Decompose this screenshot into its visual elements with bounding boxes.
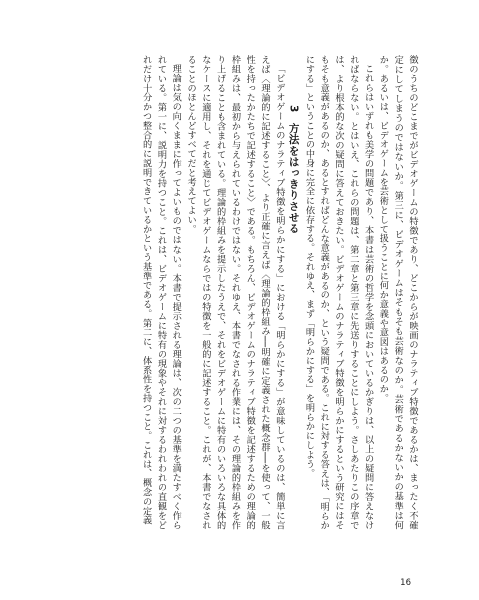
section-title: 方法をはっきりさせる xyxy=(287,122,300,234)
paragraph: 「ビデオゲームのナラティブ特徴を明らかにする」における「明らかにする」が意味しているのは、簡単に言えば〈理論的に記述すること〉、より正確に言えば〈理論的枠組み──明確に定義された概念群──を使って、一般性を持ったかたちで記述すること〉である。もちろん、ビデオゲームのナラティブ特徴を記述するための理論的枠組みは、最初から与えられているわけではない。それゆえ、本書でなされる作業には、その理論的枠組みを作り上げることも含まれている。理論的枠組みを提示したうえで、それをビデオゲームに特有のいろいろな具体的なケースに適用し、それを通じてビデオゲームならではの特徴を一般的に記述すること。これが、本書でなされることのほとんどすべてだと考えてよい。 xyxy=(185,55,285,530)
section-heading xyxy=(286,69,301,516)
section-number: 3 xyxy=(287,105,300,113)
vertical-text-body xyxy=(53,55,419,530)
paragraph: 理論は気の向くままに作ってよいものではない。本書で提示される理論は、次の二つの基準を満たすべく作られている。第一に、説明力を持つこと。これは、ビデオゲームに特有の現象やそれに対するわれわれの直観をどれだけ十分かつ整合的に説明できているかという基準である。第二に、体系性を持つこと。これは、概念の定義 xyxy=(140,55,182,530)
paragraph-continued: 徴のうちのどこまでがビデオゲームの特徴であり、どこからが映画のナラティブ特徴であるかは、まったく不確定にしてしまうのではないか。第三に、ビデオゲームはそもそも芸術なのか。芸術であるかないかの基準は何か。あるいは、ビデオゲームを芸術として扱うことに何か意義や意図はあるのか。 xyxy=(377,55,418,530)
page-number: 16 xyxy=(400,578,411,588)
paragraph: これらはいずれも美学の問題であり、本書は芸術の哲学を念頭においているかぎりは、以上の疑問に答えなければならない。とはいえ、これらの問題は、第二章と第三章に先送りすることにしよう。さしあたりこの序章では、より根本的な次の疑問に答えておきたい。ビデオゲームのナラティブ特徴を明らかにするという研究にはそもそも意義があるのか、あるとすればどんな意義があるのか、という疑問である。これに対する答えは、「明らかにする」ということの中身に完全に依存する。それゆえ、まず「明らかにする」を明らかにしよう。 xyxy=(303,55,374,530)
